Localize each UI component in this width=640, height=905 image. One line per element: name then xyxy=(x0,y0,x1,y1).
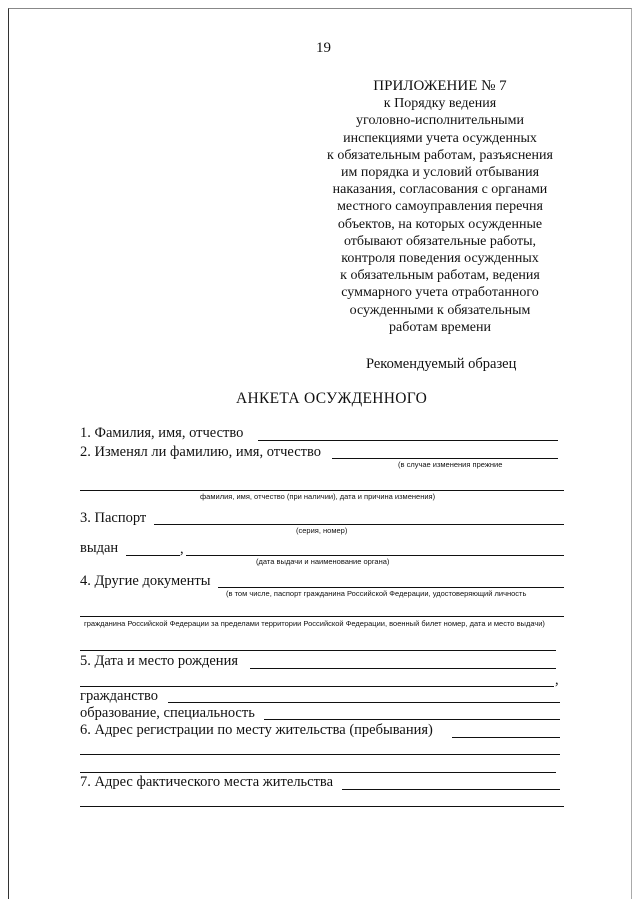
appendix-line: наказания, согласования с органами xyxy=(332,182,548,198)
field-label-passport: 3. Паспорт xyxy=(80,510,147,526)
appendix-line: им порядка и условий отбывания xyxy=(340,165,540,181)
field-label-full-name: 1. Фамилия, имя, отчество xyxy=(80,425,244,441)
field-label-registration: 6. Адрес регистрации по месту жительства (пребывания) xyxy=(80,722,433,738)
registration-input-line[interactable] xyxy=(452,737,560,738)
field-label-name-change: 2. Изменял ли фамилию, имя, отчество xyxy=(80,444,321,460)
form-title: АНКЕТА ОСУЖДЕННОГО xyxy=(236,390,428,407)
other-docs-input-line-2[interactable] xyxy=(80,616,564,617)
appendix-line: осужденными к обязательным xyxy=(349,302,531,318)
hint-other-docs-2: гражданина Российской Федерации за пределами территории Российской Федерации, военный билет номер, дата и место выдачи) xyxy=(84,619,545,628)
actual-address-input-line-2[interactable] xyxy=(80,806,564,807)
appendix-line: уголовно-исполнительными xyxy=(356,113,524,129)
education-input-line[interactable] xyxy=(264,719,560,720)
appendix-line: работам времени xyxy=(389,319,491,335)
hint-passport: (серия, номер) xyxy=(296,526,348,535)
full-name-input-line[interactable] xyxy=(258,440,558,441)
appendix-line: суммарного учета отработанного xyxy=(341,285,539,301)
issued-by-input-line[interactable] xyxy=(186,555,564,556)
field-label-education: образование, специальность xyxy=(80,705,255,721)
issued-comma: , xyxy=(180,541,184,557)
field-label-other-docs: 4. Другие документы xyxy=(80,573,211,589)
other-docs-input-line[interactable] xyxy=(218,587,564,588)
field-label-birth: 5. Дата и место рождения xyxy=(80,653,238,669)
birth-input-line[interactable] xyxy=(250,668,556,669)
registration-input-line-2[interactable] xyxy=(80,754,560,755)
actual-address-input-line[interactable] xyxy=(342,789,560,790)
appendix-line: к обязательным работам, разъяснения xyxy=(327,147,553,163)
appendix-line: инспекциями учета осужденных xyxy=(343,130,537,146)
appendix-line: контроля поведения осужденных xyxy=(341,251,539,267)
appendix-line: к Порядку ведения xyxy=(383,96,497,112)
field-label-actual-address: 7. Адрес фактического места жительства xyxy=(80,774,334,790)
citizenship-input-line[interactable] xyxy=(168,702,560,703)
hint-name-change-2: фамилия, имя, отчество (при наличии), дата и причина изменения) xyxy=(200,492,436,501)
field-label-issued: выдан xyxy=(80,540,119,556)
hint-issued: (дата выдачи и наименование органа) xyxy=(256,557,390,566)
hint-other-docs-1: (в том числе, паспорт гражданина Российской Федерации, удостоверяющий личность xyxy=(226,589,527,598)
sample-label: Рекомендуемый образец xyxy=(366,356,517,372)
name-change-input-line[interactable] xyxy=(332,458,558,459)
name-change-input-line-2[interactable] xyxy=(80,490,564,491)
appendix-line: отбывают обязательные работы, xyxy=(343,233,537,249)
other-docs-input-line-3[interactable] xyxy=(80,650,556,651)
page-number: 19 xyxy=(316,40,331,56)
hint-name-change-1: (в случае изменения прежние xyxy=(398,460,503,469)
birth-input-line-2[interactable] xyxy=(80,686,554,687)
field-label-citizenship: гражданство xyxy=(80,688,158,704)
registration-input-line-3[interactable] xyxy=(80,772,556,773)
appendix-line: к обязательным работам, ведения xyxy=(340,268,540,284)
birth-comma: , xyxy=(555,672,559,688)
appendix-line: местного самоуправления перечня xyxy=(337,199,543,215)
issued-date-input-line[interactable] xyxy=(126,555,180,556)
appendix-block xyxy=(300,78,580,336)
appendix-line: объектов, на которых осужденные xyxy=(337,216,543,232)
passport-input-line[interactable] xyxy=(154,524,564,525)
appendix-title: ПРИЛОЖЕНИЕ № 7 xyxy=(373,78,507,94)
